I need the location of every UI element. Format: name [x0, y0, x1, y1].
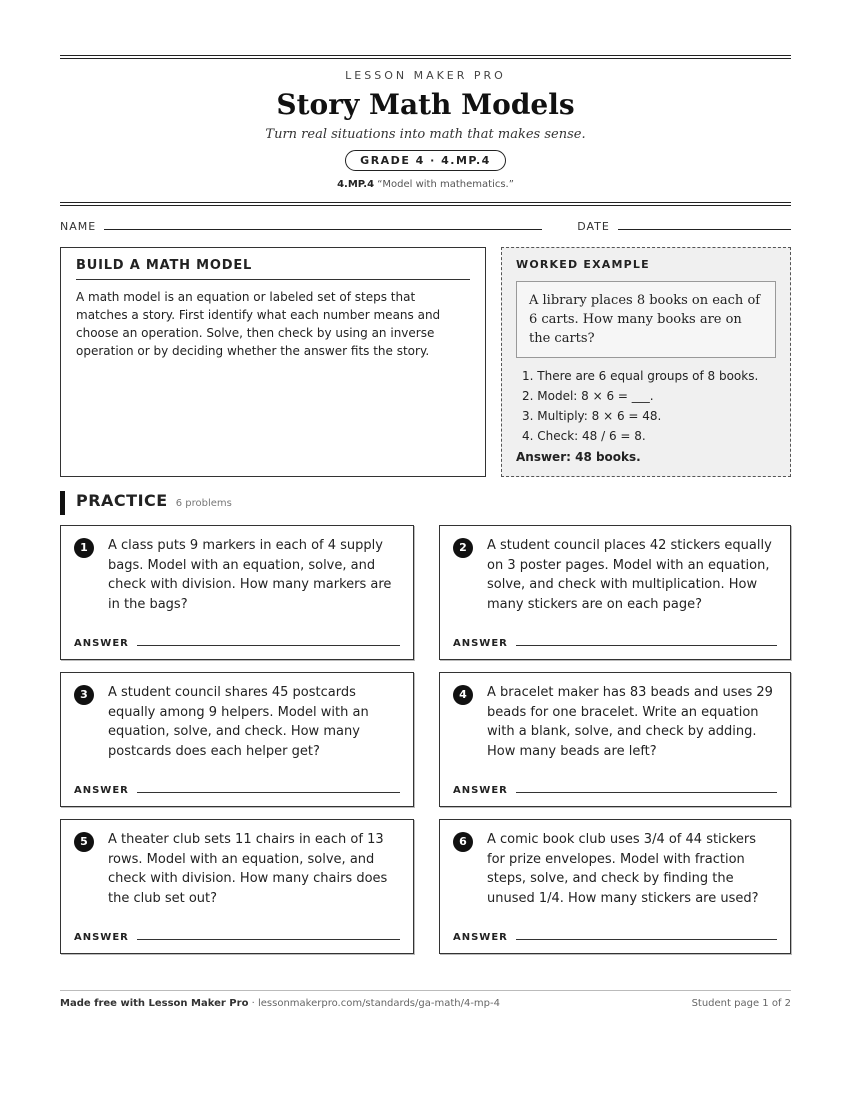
build-model-heading: BUILD A MATH MODEL	[76, 258, 470, 280]
name-label: NAME	[60, 220, 97, 233]
problem-text: A bracelet maker has 83 beads and uses 29 beads for one bracelet. Write an equation with a blank, solve, and check by adding. How many beads are left?	[487, 685, 773, 759]
answer-label: ANSWER	[74, 638, 129, 649]
answer-label: ANSWER	[74, 932, 129, 943]
problem-number-badge: 6	[453, 832, 473, 852]
answer-label: ANSWER	[453, 932, 508, 943]
worksheet-header	[60, 59, 791, 206]
problem-card-2	[439, 525, 791, 660]
worked-example-answer: Answer: 48 books.	[516, 450, 641, 464]
standard-line	[60, 179, 791, 190]
problem-card-4	[439, 672, 791, 807]
answer-label: ANSWER	[453, 785, 508, 796]
header-double-rule	[60, 202, 791, 206]
worked-example-steps	[516, 366, 776, 446]
page-title: Story Math Models	[276, 88, 575, 121]
build-model-text: A math model is an equation or labeled set of steps that matches a story. First identify what each number means and choose an operation. Solve, then check by using an inverse operation or by deciding whether the answer fits the story.	[76, 290, 441, 358]
answer-row	[453, 638, 777, 649]
answer-row	[74, 785, 400, 796]
build-model-box	[60, 247, 486, 477]
name-date-row	[60, 220, 791, 233]
answer-row	[74, 932, 400, 943]
answer-line[interactable]	[516, 939, 777, 940]
problem-card-6	[439, 819, 791, 954]
info-row	[60, 247, 791, 477]
practice-heading: PRACTICE	[76, 491, 168, 510]
standard-code: 4.MP.4	[337, 179, 375, 190]
problem-number-badge: 5	[74, 832, 94, 852]
answer-line[interactable]	[137, 792, 400, 793]
problem-text: A comic book club uses 3/4 of 44 stickers for prize envelopes. Model with fraction steps, solve, and check by finding the unused 1/4. How many stickers are used?	[487, 832, 759, 906]
date-line[interactable]	[618, 229, 791, 230]
name-line[interactable]	[104, 229, 542, 230]
answer-row	[453, 785, 777, 796]
problem-card-3	[60, 672, 414, 807]
practice-grid	[60, 525, 791, 954]
answer-label: ANSWER	[74, 785, 129, 796]
problem-number-badge: 1	[74, 538, 94, 558]
page-footer	[60, 990, 791, 1009]
problem-number-badge: 4	[453, 685, 473, 705]
problem-text: A theater club sets 11 chairs in each of 13 rows. Model with an equation, solve, and check with division. How many chairs does the club set out?	[108, 832, 388, 906]
answer-line[interactable]	[516, 792, 777, 793]
footer-url[interactable]: · lessonmakerpro.com/standards/ga-math/4-mp-4	[248, 998, 500, 1009]
problem-number-badge: 3	[74, 685, 94, 705]
problem-text: A student council places 42 stickers equally on 3 poster pages. Model with an equation, solve, and check with multiplication. How many stickers are on each page?	[487, 538, 772, 612]
worked-example-heading: WORKED EXAMPLE	[516, 258, 650, 271]
answer-line[interactable]	[137, 645, 400, 646]
worksheet-page	[60, 55, 791, 954]
answer-line[interactable]	[137, 939, 400, 940]
footer-made-with: Made free with Lesson Maker Pro	[60, 998, 249, 1009]
standard-text: “Model with mathematics.”	[377, 179, 514, 190]
answer-label: ANSWER	[453, 638, 508, 649]
worked-example-problem: A library places 8 books on each of 6 carts. How many books are on the carts?	[516, 281, 776, 358]
problem-number-badge: 2	[453, 538, 473, 558]
page-subtitle: Turn real situations into math that makes sense.	[265, 127, 586, 142]
worked-example-step: 1. There are 6 equal groups of 8 books.	[522, 369, 759, 383]
practice-count: 6 problems	[175, 498, 232, 509]
worked-example-step: 2. Model: 8 × 6 = ___.	[522, 389, 654, 403]
grade-badge: GRADE 4 · 4.MP.4	[345, 150, 506, 171]
answer-row	[74, 638, 400, 649]
problem-text: A class puts 9 markers in each of 4 supply bags. Model with an equation, solve, and check with division. How many markers are in the bags?	[108, 538, 392, 612]
answer-line[interactable]	[516, 645, 777, 646]
worked-example-step: 4. Check: 48 / 6 = 8.	[522, 429, 646, 443]
footer-credit	[60, 998, 500, 1009]
problem-card-1	[60, 525, 414, 660]
worked-example-box	[501, 247, 791, 477]
answer-row	[453, 932, 777, 943]
date-label: DATE	[577, 220, 610, 233]
worked-example-step: 3. Multiply: 8 × 6 = 48.	[522, 409, 662, 423]
problem-card-5	[60, 819, 414, 954]
practice-heading-bar	[60, 491, 791, 515]
brand-name: LESSON MAKER PRO	[345, 69, 506, 82]
footer-page-number: Student page 1 of 2	[691, 998, 791, 1009]
problem-text: A student council shares 45 postcards equally among 9 helpers. Model with an equation, solve, and check. How many postcards does each helper get?	[108, 685, 369, 759]
